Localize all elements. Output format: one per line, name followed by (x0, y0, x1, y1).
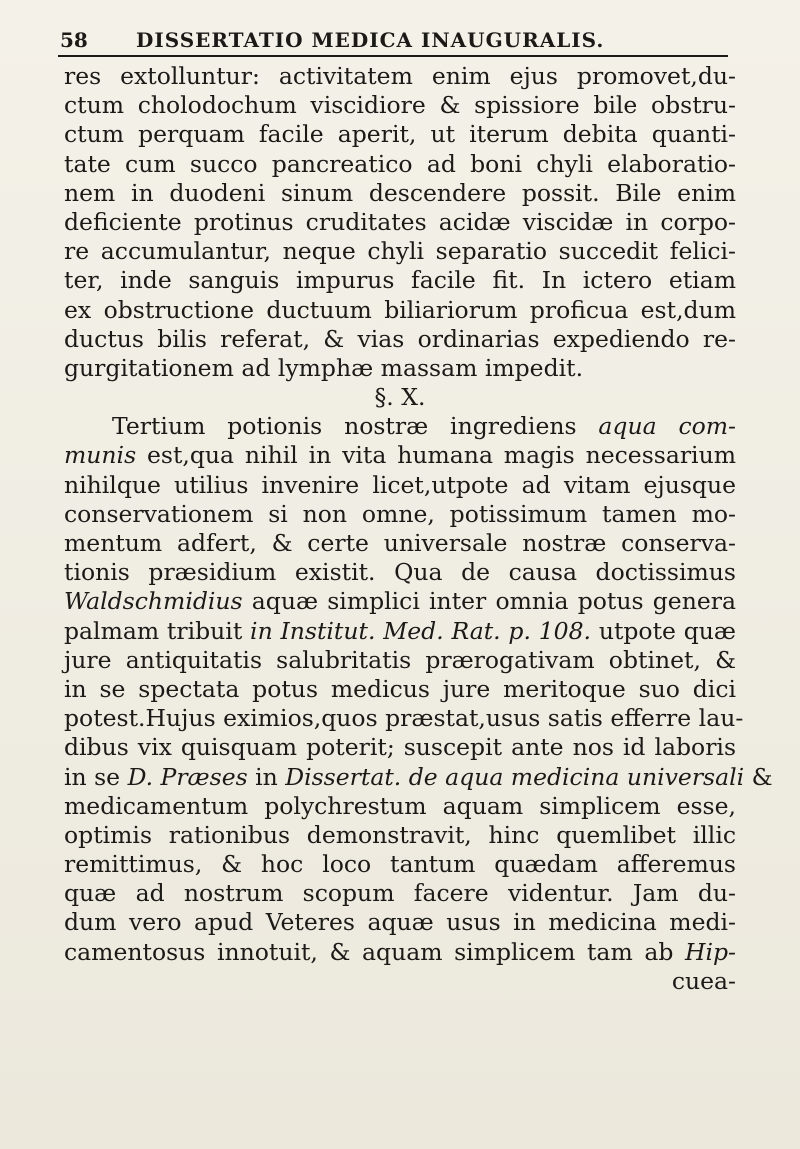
page-header (58, 26, 728, 56)
paragraph-2 (64, 412, 773, 967)
text-line (64, 441, 736, 470)
text-line: re accumulantur, neque chyli separatio succedit felici- (64, 237, 736, 266)
text-line (64, 733, 736, 762)
text-line (64, 792, 736, 821)
text-run: remittimus, & hoc loco tantum quædam afferemus (64, 850, 736, 879)
text-line: ctum perquam facile aperit, ut iterum debita quanti- (64, 120, 736, 149)
text-run: camentosus innotuit, & aquam simplicem tam ab (64, 937, 685, 966)
italic-run: in Institut. Med. Rat. p. 108. (250, 616, 592, 645)
text-line: nem in duodeni sinum descendere possit. Bile enim (64, 178, 736, 207)
italic-run: D. Præses (127, 762, 248, 791)
text-run: jure antiquitatis salubritatis prærogativam obtinet, & (64, 645, 736, 674)
text-run: est,qua nihil in vita humana magis necessarium (136, 441, 736, 470)
header-rule (58, 55, 728, 57)
text-run: nihilque utilius invenire licet,utpote ad vitam ejusque (64, 470, 736, 499)
text-line (64, 412, 736, 441)
italic-run: Dissertat. de aqua medicina universali (285, 762, 745, 791)
text-line (64, 646, 736, 675)
text-line (64, 908, 736, 937)
text-line (64, 617, 736, 646)
text-line: gurgitationem ad lymphæ massam impedit. (64, 353, 584, 382)
italic-run: aqua com- (598, 412, 736, 441)
paragraph-1 (64, 62, 736, 383)
text-run: Tertium potionis nostræ ingrediens (112, 412, 599, 441)
italic-run: munis (64, 441, 137, 470)
text-line (64, 850, 736, 879)
text-line: ctum cholodochum viscidiore & spissiore bile obstru- (64, 91, 736, 120)
text-run: in (247, 762, 286, 791)
text-run: in se spectata potus medicus jure meritoque suo dici (64, 674, 736, 703)
text-run: quæ ad nostrum scopum facere videntur. Jam du- (64, 879, 736, 908)
text-line (64, 558, 736, 587)
text-run: potest.Hujus eximios,quos præstat,usus satis efferre lau- (64, 704, 744, 733)
text-line (64, 675, 736, 704)
catchword: cuea- (671, 966, 736, 995)
text-line: ter, inde sanguis impurus facile fit. In ictero etiam (64, 266, 736, 295)
page-number: 58 (60, 28, 88, 52)
text-run: & (744, 762, 773, 791)
text-run: optimis rationibus demonstravit, hinc quemlibet illic (64, 820, 736, 849)
text-run: mentum adfert, & certe universale nostræ conserva- (64, 529, 736, 557)
text-run: conservationem si non omne, potissimum tamen mo- (64, 499, 736, 528)
text-line (64, 471, 736, 500)
running-head: DISSERTATIO MEDICA INAUGURALIS. (136, 28, 605, 52)
text-line (64, 529, 736, 558)
text-line: tate cum succo pancreatico ad boni chyli elaboratio- (64, 149, 736, 178)
italic-run: Hip- (685, 937, 736, 966)
section-heading: §. X. (374, 383, 426, 412)
text-run: tionis præsidium existit. Qua de causa doctissimus (64, 558, 736, 587)
text-run: palmam tribuit (64, 616, 251, 645)
text-line (64, 821, 736, 850)
text-run: medicamentum polychrestum aquam simplicem esse, (64, 791, 736, 820)
text-line (64, 500, 736, 529)
text-run: utpote quæ (591, 616, 736, 645)
text-line (64, 879, 736, 908)
text-line: deficiente protinus cruditates acidæ viscidæ in corpo- (64, 207, 736, 236)
text-run: dibus vix quisquam poterit; suscepit ante nos id laboris (64, 733, 736, 762)
text-line: ex obstructione ductuum biliariorum proficua est,dum (64, 295, 736, 324)
text-line (64, 762, 773, 792)
italic-run: Waldschmidius (64, 587, 243, 616)
text-run: in se (64, 762, 128, 791)
text-line: ductus bilis referat, & vias ordinarias expediendo re- (64, 324, 736, 353)
text-line: res extolluntur: activitatem enim ejus promovet,du- (64, 62, 736, 90)
text-run: dum vero apud Veteres aquæ usus in medicina medi- (64, 908, 736, 937)
text-line (64, 938, 736, 967)
text-run: aquæ simplici inter omnia potus genera (242, 587, 736, 616)
body-text (64, 62, 773, 996)
text-line (64, 587, 736, 616)
text-line (64, 704, 744, 733)
